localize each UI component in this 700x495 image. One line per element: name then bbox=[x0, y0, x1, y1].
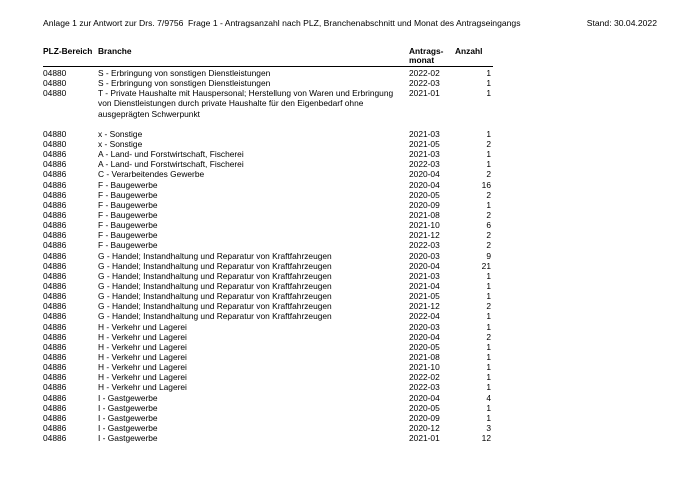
cell-monat: 2020-09 bbox=[409, 412, 440, 423]
cell-branche: I - Gastgewerbe bbox=[98, 433, 158, 444]
cell-branche: I - Gastgewerbe bbox=[98, 422, 158, 433]
cell-plz: 04886 bbox=[43, 240, 67, 251]
table-row bbox=[0, 403, 700, 413]
cell-branche: T - Private Haushalte mit Hauspersonal; Herstellung von Waren und Erbringung von Dienstleistungen durch private Haushalte für den Eigenbedarf ohne ausgeprägten Schwerpunkt bbox=[98, 88, 394, 119]
cell-anzahl: 2 bbox=[486, 139, 491, 150]
cell-monat: 2020-04 bbox=[409, 392, 440, 403]
cell-plz: 04886 bbox=[43, 280, 67, 291]
table-row bbox=[0, 393, 700, 403]
cell-branche: H - Verkehr und Lagerei bbox=[98, 382, 187, 393]
cell-branche: F - Baugewerbe bbox=[98, 179, 158, 190]
cell-anzahl: 1 bbox=[486, 128, 491, 139]
cell-monat: 2020-04 bbox=[409, 179, 440, 190]
column-header-monat: Antrags- monat bbox=[409, 46, 444, 65]
cell-anzahl: 2 bbox=[486, 169, 491, 180]
cell-monat: 2020-12 bbox=[409, 422, 440, 433]
table-row bbox=[0, 180, 700, 190]
cell-monat: 2021-08 bbox=[409, 351, 440, 362]
document-header-date: Stand: 30.04.2022 bbox=[586, 18, 657, 28]
cell-anzahl: 1 bbox=[486, 149, 491, 160]
table-row bbox=[0, 382, 700, 392]
cell-monat: 2021-08 bbox=[409, 210, 440, 220]
cell-anzahl: 1 bbox=[486, 402, 491, 413]
cell-plz: 04886 bbox=[43, 321, 67, 332]
cell-monat: 2020-09 bbox=[409, 199, 440, 210]
cell-monat: 2022-03 bbox=[409, 159, 440, 170]
cell-anzahl: 1 bbox=[486, 88, 491, 99]
table-row bbox=[0, 190, 700, 200]
cell-plz: 04886 bbox=[43, 159, 67, 170]
table-row bbox=[0, 88, 700, 129]
cell-plz: 04880 bbox=[43, 88, 67, 99]
cell-plz: 04886 bbox=[43, 189, 67, 200]
cell-plz: 04886 bbox=[43, 291, 67, 302]
cell-anzahl: 1 bbox=[486, 199, 491, 210]
cell-plz: 04886 bbox=[43, 301, 67, 312]
cell-monat: 2021-04 bbox=[409, 280, 440, 291]
cell-monat: 2021-05 bbox=[409, 291, 440, 302]
cell-monat: 2020-03 bbox=[409, 321, 440, 332]
cell-anzahl: 16 bbox=[481, 179, 491, 190]
table-row bbox=[0, 372, 700, 382]
cell-branche: I - Gastgewerbe bbox=[98, 412, 158, 423]
cell-anzahl: 1 bbox=[486, 291, 491, 302]
cell-branche: G - Handel; Instandhaltung und Reparatur von Kraftfahrzeugen bbox=[98, 260, 332, 271]
table-row bbox=[0, 240, 700, 250]
cell-branche: H - Verkehr und Lagerei bbox=[98, 321, 187, 332]
cell-plz: 04886 bbox=[43, 220, 67, 231]
cell-anzahl: 1 bbox=[486, 78, 491, 89]
cell-branche: G - Handel; Instandhaltung und Reparatur von Kraftfahrzeugen bbox=[98, 291, 332, 302]
table-row bbox=[0, 261, 700, 271]
cell-plz: 04886 bbox=[43, 149, 67, 160]
table-row bbox=[0, 271, 700, 281]
cell-anzahl: 4 bbox=[486, 392, 491, 403]
cell-plz: 04886 bbox=[43, 351, 67, 362]
table-row bbox=[0, 322, 700, 332]
cell-branche: H - Verkehr und Lagerei bbox=[98, 331, 187, 342]
cell-branche: x - Sonstige bbox=[98, 139, 143, 150]
cell-anzahl: 1 bbox=[486, 311, 491, 322]
cell-branche: A - Land- und Forstwirtschaft, Fischerei bbox=[98, 159, 244, 170]
cell-plz: 04886 bbox=[43, 392, 67, 403]
cell-anzahl: 1 bbox=[486, 412, 491, 423]
table-row bbox=[0, 200, 700, 210]
cell-anzahl: 21 bbox=[481, 260, 491, 271]
cell-anzahl: 2 bbox=[486, 301, 491, 312]
table-row bbox=[0, 230, 700, 240]
table-row bbox=[0, 251, 700, 261]
table-row bbox=[0, 413, 700, 423]
table-row bbox=[0, 311, 700, 321]
cell-anzahl: 2 bbox=[486, 230, 491, 241]
cell-anzahl: 1 bbox=[486, 270, 491, 281]
table-row bbox=[0, 332, 700, 342]
cell-monat: 2020-04 bbox=[409, 331, 440, 342]
cell-anzahl: 2 bbox=[486, 210, 491, 220]
table-body bbox=[0, 68, 700, 443]
cell-plz: 04880 bbox=[43, 139, 67, 150]
cell-plz: 04880 bbox=[43, 78, 67, 89]
table-row bbox=[0, 210, 700, 220]
cell-plz: 04886 bbox=[43, 372, 67, 383]
cell-branche: S - Erbringung von sonstigen Dienstleistungen bbox=[98, 68, 271, 78]
cell-monat: 2021-12 bbox=[409, 230, 440, 241]
cell-plz: 04886 bbox=[43, 179, 67, 190]
table-row bbox=[0, 169, 700, 179]
cell-plz: 04886 bbox=[43, 362, 67, 373]
cell-branche: H - Verkehr und Lagerei bbox=[98, 351, 187, 362]
cell-plz: 04886 bbox=[43, 230, 67, 241]
table-row bbox=[0, 78, 700, 88]
table-row bbox=[0, 159, 700, 169]
cell-monat: 2022-02 bbox=[409, 68, 440, 78]
cell-branche: G - Handel; Instandhaltung und Reparatur von Kraftfahrzeugen bbox=[98, 250, 332, 261]
cell-plz: 04886 bbox=[43, 210, 67, 220]
cell-monat: 2020-04 bbox=[409, 169, 440, 180]
cell-plz: 04886 bbox=[43, 412, 67, 423]
cell-plz: 04886 bbox=[43, 341, 67, 352]
cell-branche: G - Handel; Instandhaltung und Reparatur von Kraftfahrzeugen bbox=[98, 301, 332, 312]
header-divider bbox=[43, 66, 493, 67]
cell-anzahl: 2 bbox=[486, 331, 491, 342]
cell-monat: 2022-02 bbox=[409, 372, 440, 383]
cell-monat: 2021-03 bbox=[409, 149, 440, 160]
table-row bbox=[0, 433, 700, 443]
table-row bbox=[0, 352, 700, 362]
cell-monat: 2022-03 bbox=[409, 78, 440, 89]
cell-monat: 2022-03 bbox=[409, 240, 440, 251]
cell-anzahl: 2 bbox=[486, 189, 491, 200]
cell-branche: F - Baugewerbe bbox=[98, 220, 158, 231]
cell-plz: 04880 bbox=[43, 68, 67, 78]
cell-plz: 04886 bbox=[43, 422, 67, 433]
cell-branche: H - Verkehr und Lagerei bbox=[98, 372, 187, 383]
cell-monat: 2020-05 bbox=[409, 189, 440, 200]
cell-branche: I - Gastgewerbe bbox=[98, 402, 158, 413]
cell-monat: 2021-10 bbox=[409, 220, 440, 231]
cell-anzahl: 6 bbox=[486, 220, 491, 231]
column-header-plz: PLZ-Bereich bbox=[43, 46, 93, 56]
cell-plz: 04886 bbox=[43, 260, 67, 271]
cell-anzahl: 1 bbox=[486, 341, 491, 352]
table-row bbox=[0, 291, 700, 301]
document-header-title: Frage 1 - Antragsanzahl nach PLZ, Branchenabschnitt und Monat des Antragseingangs bbox=[188, 18, 521, 28]
table-row bbox=[0, 362, 700, 372]
cell-anzahl: 1 bbox=[486, 159, 491, 170]
cell-monat: 2020-03 bbox=[409, 250, 440, 261]
cell-plz: 04886 bbox=[43, 270, 67, 281]
table-row bbox=[0, 301, 700, 311]
table-row bbox=[0, 423, 700, 433]
document-header-left: Anlage 1 zur Antwort zur Drs. 7/9756 bbox=[43, 18, 184, 28]
cell-branche: G - Handel; Instandhaltung und Reparatur von Kraftfahrzeugen bbox=[98, 311, 332, 322]
cell-monat: 2021-03 bbox=[409, 128, 440, 139]
cell-anzahl: 1 bbox=[486, 321, 491, 332]
cell-plz: 04886 bbox=[43, 433, 67, 444]
cell-branche: F - Baugewerbe bbox=[98, 230, 158, 241]
cell-branche: F - Baugewerbe bbox=[98, 199, 158, 210]
table-row bbox=[0, 149, 700, 159]
cell-anzahl: 1 bbox=[486, 280, 491, 291]
cell-monat: 2021-01 bbox=[409, 433, 440, 444]
cell-anzahl: 1 bbox=[486, 351, 491, 362]
cell-monat: 2021-05 bbox=[409, 139, 440, 150]
table-row bbox=[0, 342, 700, 352]
cell-monat: 2020-05 bbox=[409, 402, 440, 413]
cell-plz: 04880 bbox=[43, 128, 67, 139]
cell-anzahl: 1 bbox=[486, 372, 491, 383]
cell-anzahl: 12 bbox=[481, 433, 491, 444]
cell-plz: 04886 bbox=[43, 250, 67, 261]
table-row bbox=[0, 139, 700, 149]
table-row bbox=[0, 129, 700, 139]
column-header-branche: Branche bbox=[98, 46, 132, 56]
table-row bbox=[0, 220, 700, 230]
table-row bbox=[0, 281, 700, 291]
cell-monat: 2022-03 bbox=[409, 382, 440, 393]
cell-branche: G - Handel; Instandhaltung und Reparatur von Kraftfahrzeugen bbox=[98, 270, 332, 281]
cell-monat: 2020-04 bbox=[409, 260, 440, 271]
cell-monat: 2021-01 bbox=[409, 88, 440, 99]
cell-plz: 04886 bbox=[43, 402, 67, 413]
cell-branche: F - Baugewerbe bbox=[98, 240, 158, 251]
cell-branche: C - Verarbeitendes Gewerbe bbox=[98, 169, 205, 180]
cell-anzahl: 1 bbox=[486, 362, 491, 373]
cell-monat: 2021-03 bbox=[409, 270, 440, 281]
cell-branche: H - Verkehr und Lagerei bbox=[98, 341, 187, 352]
cell-plz: 04886 bbox=[43, 169, 67, 180]
cell-branche: A - Land- und Forstwirtschaft, Fischerei bbox=[98, 149, 244, 160]
cell-branche: F - Baugewerbe bbox=[98, 210, 158, 220]
cell-branche: F - Baugewerbe bbox=[98, 189, 158, 200]
cell-branche: S - Erbringung von sonstigen Dienstleistungen bbox=[98, 78, 271, 89]
cell-branche: H - Verkehr und Lagerei bbox=[98, 362, 187, 373]
cell-plz: 04886 bbox=[43, 331, 67, 342]
cell-branche: x - Sonstige bbox=[98, 128, 143, 139]
cell-plz: 04886 bbox=[43, 311, 67, 322]
cell-monat: 2021-12 bbox=[409, 301, 440, 312]
cell-branche: G - Handel; Instandhaltung und Reparatur von Kraftfahrzeugen bbox=[98, 280, 332, 291]
cell-anzahl: 1 bbox=[486, 68, 491, 78]
cell-anzahl: 2 bbox=[486, 240, 491, 251]
cell-plz: 04886 bbox=[43, 382, 67, 393]
table-row bbox=[0, 68, 700, 78]
cell-anzahl: 3 bbox=[486, 422, 491, 433]
cell-monat: 2022-04 bbox=[409, 311, 440, 322]
column-header-anzahl: Anzahl bbox=[455, 46, 483, 56]
cell-branche: I - Gastgewerbe bbox=[98, 392, 158, 403]
cell-anzahl: 1 bbox=[486, 382, 491, 393]
cell-anzahl: 9 bbox=[486, 250, 491, 261]
cell-plz: 04886 bbox=[43, 199, 67, 210]
cell-monat: 2020-05 bbox=[409, 341, 440, 352]
cell-monat: 2021-10 bbox=[409, 362, 440, 373]
